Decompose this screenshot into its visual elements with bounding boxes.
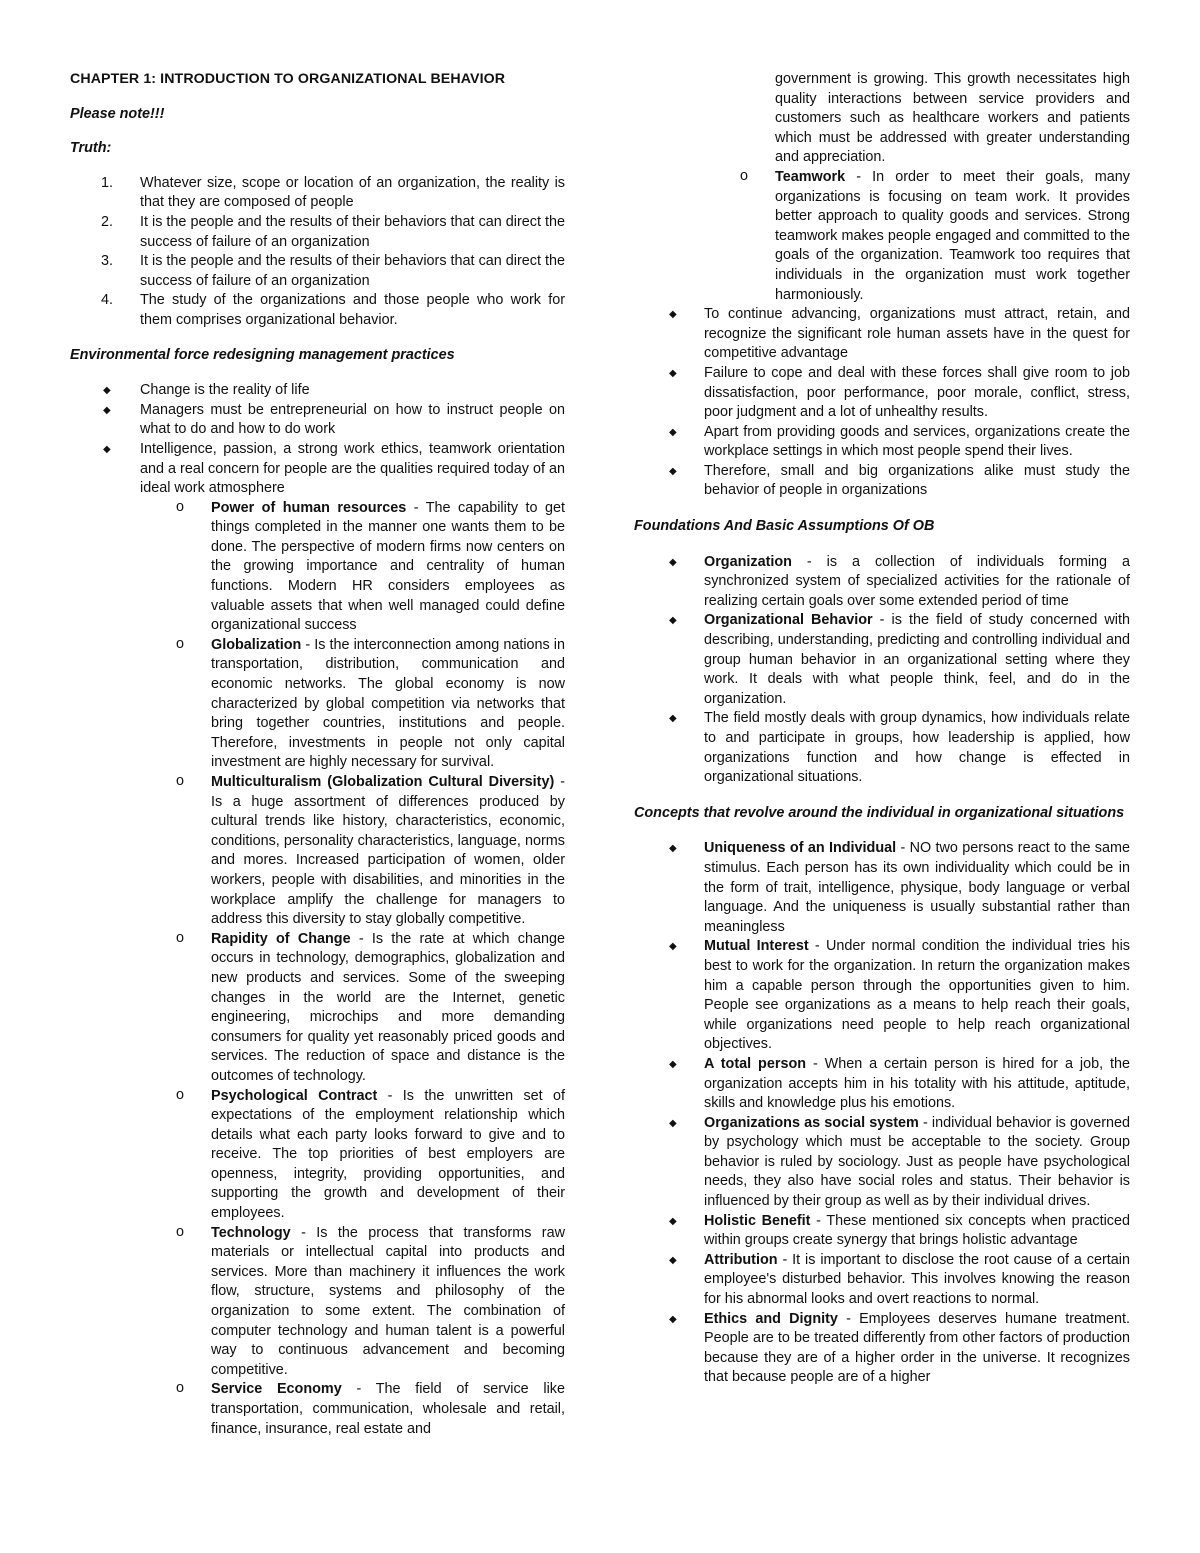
summary-bullets	[634, 305, 1130, 501]
list-number: 2.	[101, 213, 114, 230]
list-text: Intelligence, passion, a strong work ethics, teamwork orientation and a real concern for people are the qualities required today of an ideal work atmosphere	[140, 440, 565, 497]
list-item	[70, 499, 565, 636]
list-text: Failure to cope and deal with these forces shall give room to job dissatisfaction, poor performance, poor morale, conflict, stress, poor judgment and a lot of unhealthy results.	[704, 364, 1130, 421]
term: Technology	[211, 1224, 291, 1241]
list-item	[634, 553, 1130, 612]
section-heading-environment: Environmental force redesigning management practices	[70, 346, 455, 363]
bullet-icon: ◆	[669, 367, 677, 379]
definition: - NO two persons react to the same stimulus. Each person has its own individuality which could be in the form of trait, intelligence, physique, body language or verbal language. And the uniqueness is usually substantial rather than meaningless	[704, 840, 1130, 935]
term: A total person	[704, 1055, 807, 1072]
list-item	[70, 1087, 565, 1224]
list-text: Managers must be entrepreneurial on how to instruct people on what to do and how to do work	[140, 401, 565, 438]
left-column	[70, 70, 565, 1439]
list-item	[70, 773, 565, 930]
bullet-icon: ◆	[669, 465, 677, 477]
term: Organizational Behavior	[704, 612, 873, 629]
definition: - When a certain person is hired for a job, the organization accepts him in his totality with his attitude, aptitude, skills and knowledge plus his emotions.	[704, 1055, 1130, 1112]
concepts-list	[634, 839, 1130, 1388]
term: Organization	[704, 553, 792, 570]
circle-bullet-icon: o	[176, 1380, 185, 1397]
list-item	[634, 839, 1130, 937]
circle-bullet-icon: o	[176, 929, 185, 946]
bullet-icon: ◆	[669, 1215, 677, 1227]
definition: The field mostly deals with group dynamics, how individuals relate to and participate in groups, how leadership is applied, how organizations function and how change is effected in organizational situations.	[704, 710, 1130, 786]
term: Mutual Interest	[704, 938, 809, 955]
bullet-icon: ◆	[669, 1254, 677, 1266]
definition: - Is the process that transforms raw materials or intellectual capital into products and services. More than machinery it influences the work flow, structure, systems and philosophy of the organization to some extent. The combination of computer technology and human talent is a powerful way to continuous advancement and becoming competitive.	[211, 1224, 565, 1378]
definition: - Employees deserves humane treatment. People are to be treated differently from other factors of production because they are of a higher order in the universe. It recognizes that because people are of a higher	[704, 1310, 1130, 1386]
list-item	[634, 1212, 1130, 1251]
list-text: Whatever size, scope or location of an organization, the reality is that they are composed of people	[140, 174, 565, 211]
term: Organizations as social system	[704, 1114, 919, 1131]
bullet-icon: ◆	[669, 1313, 677, 1325]
list-item	[634, 168, 1130, 305]
bullet-icon: ◆	[669, 556, 677, 568]
term: Power of human resources	[211, 499, 407, 516]
bullet-icon: ◆	[103, 385, 111, 397]
term: Rapidity of Change	[211, 930, 351, 947]
circle-bullet-icon: o	[176, 498, 185, 515]
definition: - individual behavior is governed by psychology which must be acceptable to the society. Group behavior is ruled by sociology. Just as people have psychological needs, they also have social roles and status. Their behavior is influenced by their group as well as by their individual drives.	[704, 1114, 1130, 1210]
term: Teamwork	[775, 168, 846, 185]
definition: - Is a huge assortment of differences produced by cultural trends like history, characteristics, economic, conditions, personality characteristics, language, norms and mores. Increased participation of women, older workers, people with disabilities, and minorities in the workplace amplify the challenge for managers to address this diversity to stay globally competitive.	[211, 774, 566, 928]
list-item	[70, 213, 565, 252]
teamwork-list	[634, 168, 1130, 305]
definition: - is the field of study concerned with describing, understanding, predicting and controlling individual and group human behavior in an organizational setting where they work. It deals with what people think, feel, and do in the organization.	[704, 612, 1130, 707]
circle-bullet-icon: o	[176, 635, 185, 652]
bullet-icon: ◆	[669, 426, 677, 438]
service-economy-continuation: government is growing. This growth necessitates high quality interactions between service providers and customers such as healthcare workers and patients which must be addressed with greater understanding and appreciation.	[775, 71, 1130, 166]
definition: - The field of service like transportation, communication, wholesale and retail, finance, insurance, real estate and	[211, 1381, 565, 1437]
list-text: To continue advancing, organizations must attract, retain, and recognize the significant role human assets have in the quest for competitive advantage	[704, 306, 1130, 362]
bullet-icon: ◆	[669, 713, 677, 725]
definition: - Is the interconnection among nations in transportation, distribution, communication and economic networks. The global economy is now characterized by global competition via networks that bring together countries, institutions and people. Therefore, investments in people not only capital investment are highly necessary for survival.	[211, 636, 565, 771]
term: Uniqueness of an Individual	[704, 840, 897, 857]
truth-list	[70, 174, 565, 331]
list-text: The study of the organizations and those people who work for them comprises organizational behavior.	[140, 292, 565, 328]
bullet-icon: ◆	[669, 843, 677, 855]
list-item	[70, 252, 565, 291]
list-item	[634, 1114, 1130, 1212]
term: Psychological Contract	[211, 1087, 378, 1104]
definition: - Under normal condition the individual tries his best to work for the organization. In return the organization makes him a capable person through the opportunities given to him. People see organizations as a means to help reach their goals, while organizations need people to help reach organizational objectives.	[704, 938, 1130, 1053]
forces-list	[70, 499, 565, 1440]
list-item	[70, 930, 565, 1087]
bullet-icon: ◆	[669, 309, 677, 321]
list-item	[634, 462, 1130, 501]
list-item	[634, 1251, 1130, 1310]
list-text: Change is the reality of life	[140, 382, 310, 399]
list-text: It is the people and the results of their behaviors that can direct the success of failure of an organization	[140, 253, 565, 289]
truth-heading: Truth:	[70, 140, 112, 157]
circle-bullet-icon: o	[176, 1223, 185, 1240]
circle-bullet-icon: o	[176, 1086, 185, 1103]
circle-bullet-icon: o	[740, 167, 749, 184]
list-number: 3.	[101, 253, 114, 270]
list-number: 4.	[101, 292, 114, 309]
list-number: 1.	[101, 174, 114, 191]
list-item	[634, 709, 1130, 787]
list-item	[634, 423, 1130, 462]
environment-bullets	[70, 381, 565, 499]
bullet-icon: ◆	[669, 615, 677, 627]
term: Multiculturalism (Globalization Cultural Diversity)	[211, 774, 555, 790]
definition: - is a collection of individuals forming a synchronized system of specialized activities for the rationale of realizing certain goals over some extended period of time	[704, 553, 1130, 609]
term: Attribution	[704, 1251, 778, 1268]
list-item	[70, 381, 565, 401]
chapter-title: CHAPTER 1: INTRODUCTION TO ORGANIZATIONAL BEHAVIOR	[70, 71, 506, 87]
bullet-icon: ◆	[103, 404, 111, 416]
list-item	[634, 305, 1130, 364]
bullet-icon: ◆	[669, 941, 677, 953]
definition: - In order to meet their goals, many organizations is focusing on team work. It provides better approach to quality goods and services. Strong teamwork makes people engaged and committed to the goals of the organization. Teamwork too requires that individuals in the organization must work together harmoniously.	[775, 168, 1130, 303]
definition: - The capability to get things completed in the manner one wants them to be done. The perspective of modern firms now centers on the growing importance and centrality of human functions. Modern HR considers employees as valuable assets that when well managed could define organizational success	[211, 499, 566, 634]
list-item	[70, 440, 565, 499]
definition: - It is important to disclose the root cause of a certain employee's disturbed behavior. This involves knowing the reason for his abnormal looks and overt reactions to normal.	[704, 1251, 1130, 1308]
bullet-icon: ◆	[103, 443, 111, 455]
bullet-icon: ◆	[669, 1058, 677, 1070]
list-item	[70, 401, 565, 440]
circle-bullet-icon: o	[176, 773, 185, 789]
bullet-icon: ◆	[669, 1117, 677, 1129]
term: Holistic Benefit	[704, 1212, 811, 1229]
term: Service Economy	[211, 1381, 342, 1398]
term: Globalization	[211, 636, 302, 653]
list-item	[634, 1055, 1130, 1114]
right-column	[634, 70, 1130, 1388]
list-item	[634, 937, 1130, 1055]
section-heading-concepts: Concepts that revolve around the individual in organizational situations	[634, 804, 1125, 821]
list-text: It is the people and the results of their behaviors that can direct the success of failure of an organization	[140, 213, 565, 250]
list-item	[70, 1380, 565, 1439]
list-item	[70, 1224, 565, 1381]
list-item	[634, 1310, 1130, 1388]
list-item	[70, 174, 565, 213]
list-text: Apart from providing goods and services, organizations create the workplace settings in which most people spend their lives.	[704, 423, 1130, 460]
definition: - These mentioned six concepts when practiced within groups create synergy that brings holistic advantage	[704, 1212, 1131, 1249]
list-item	[634, 611, 1130, 709]
please-note: Please note!!!	[70, 105, 165, 122]
list-item	[70, 636, 565, 773]
term: Ethics and Dignity	[704, 1310, 838, 1327]
foundations-list	[634, 553, 1130, 788]
section-heading-foundations: Foundations And Basic Assumptions Of OB	[634, 518, 935, 535]
list-item	[70, 291, 565, 330]
list-text: Therefore, small and big organizations alike must study the behavior of people in organizations	[704, 462, 1130, 499]
definition: - Is the rate at which change occurs in technology, demographics, globalization and new products and services. Some of the sweeping changes in the world are the Internet, genetic engineering, microchips and more demanding consumers for quality yet reasonably priced goods and services. The reduction of space and distance is the outcomes of technology.	[211, 930, 566, 1084]
list-item	[634, 364, 1130, 423]
definition: - Is the unwritten set of expectations of the employment relationship which details what each party looks forward to give and to receive. The top priorities of best employers are openness, integrity, providing opportunities, and supporting the growth and development of their employees.	[211, 1087, 565, 1222]
